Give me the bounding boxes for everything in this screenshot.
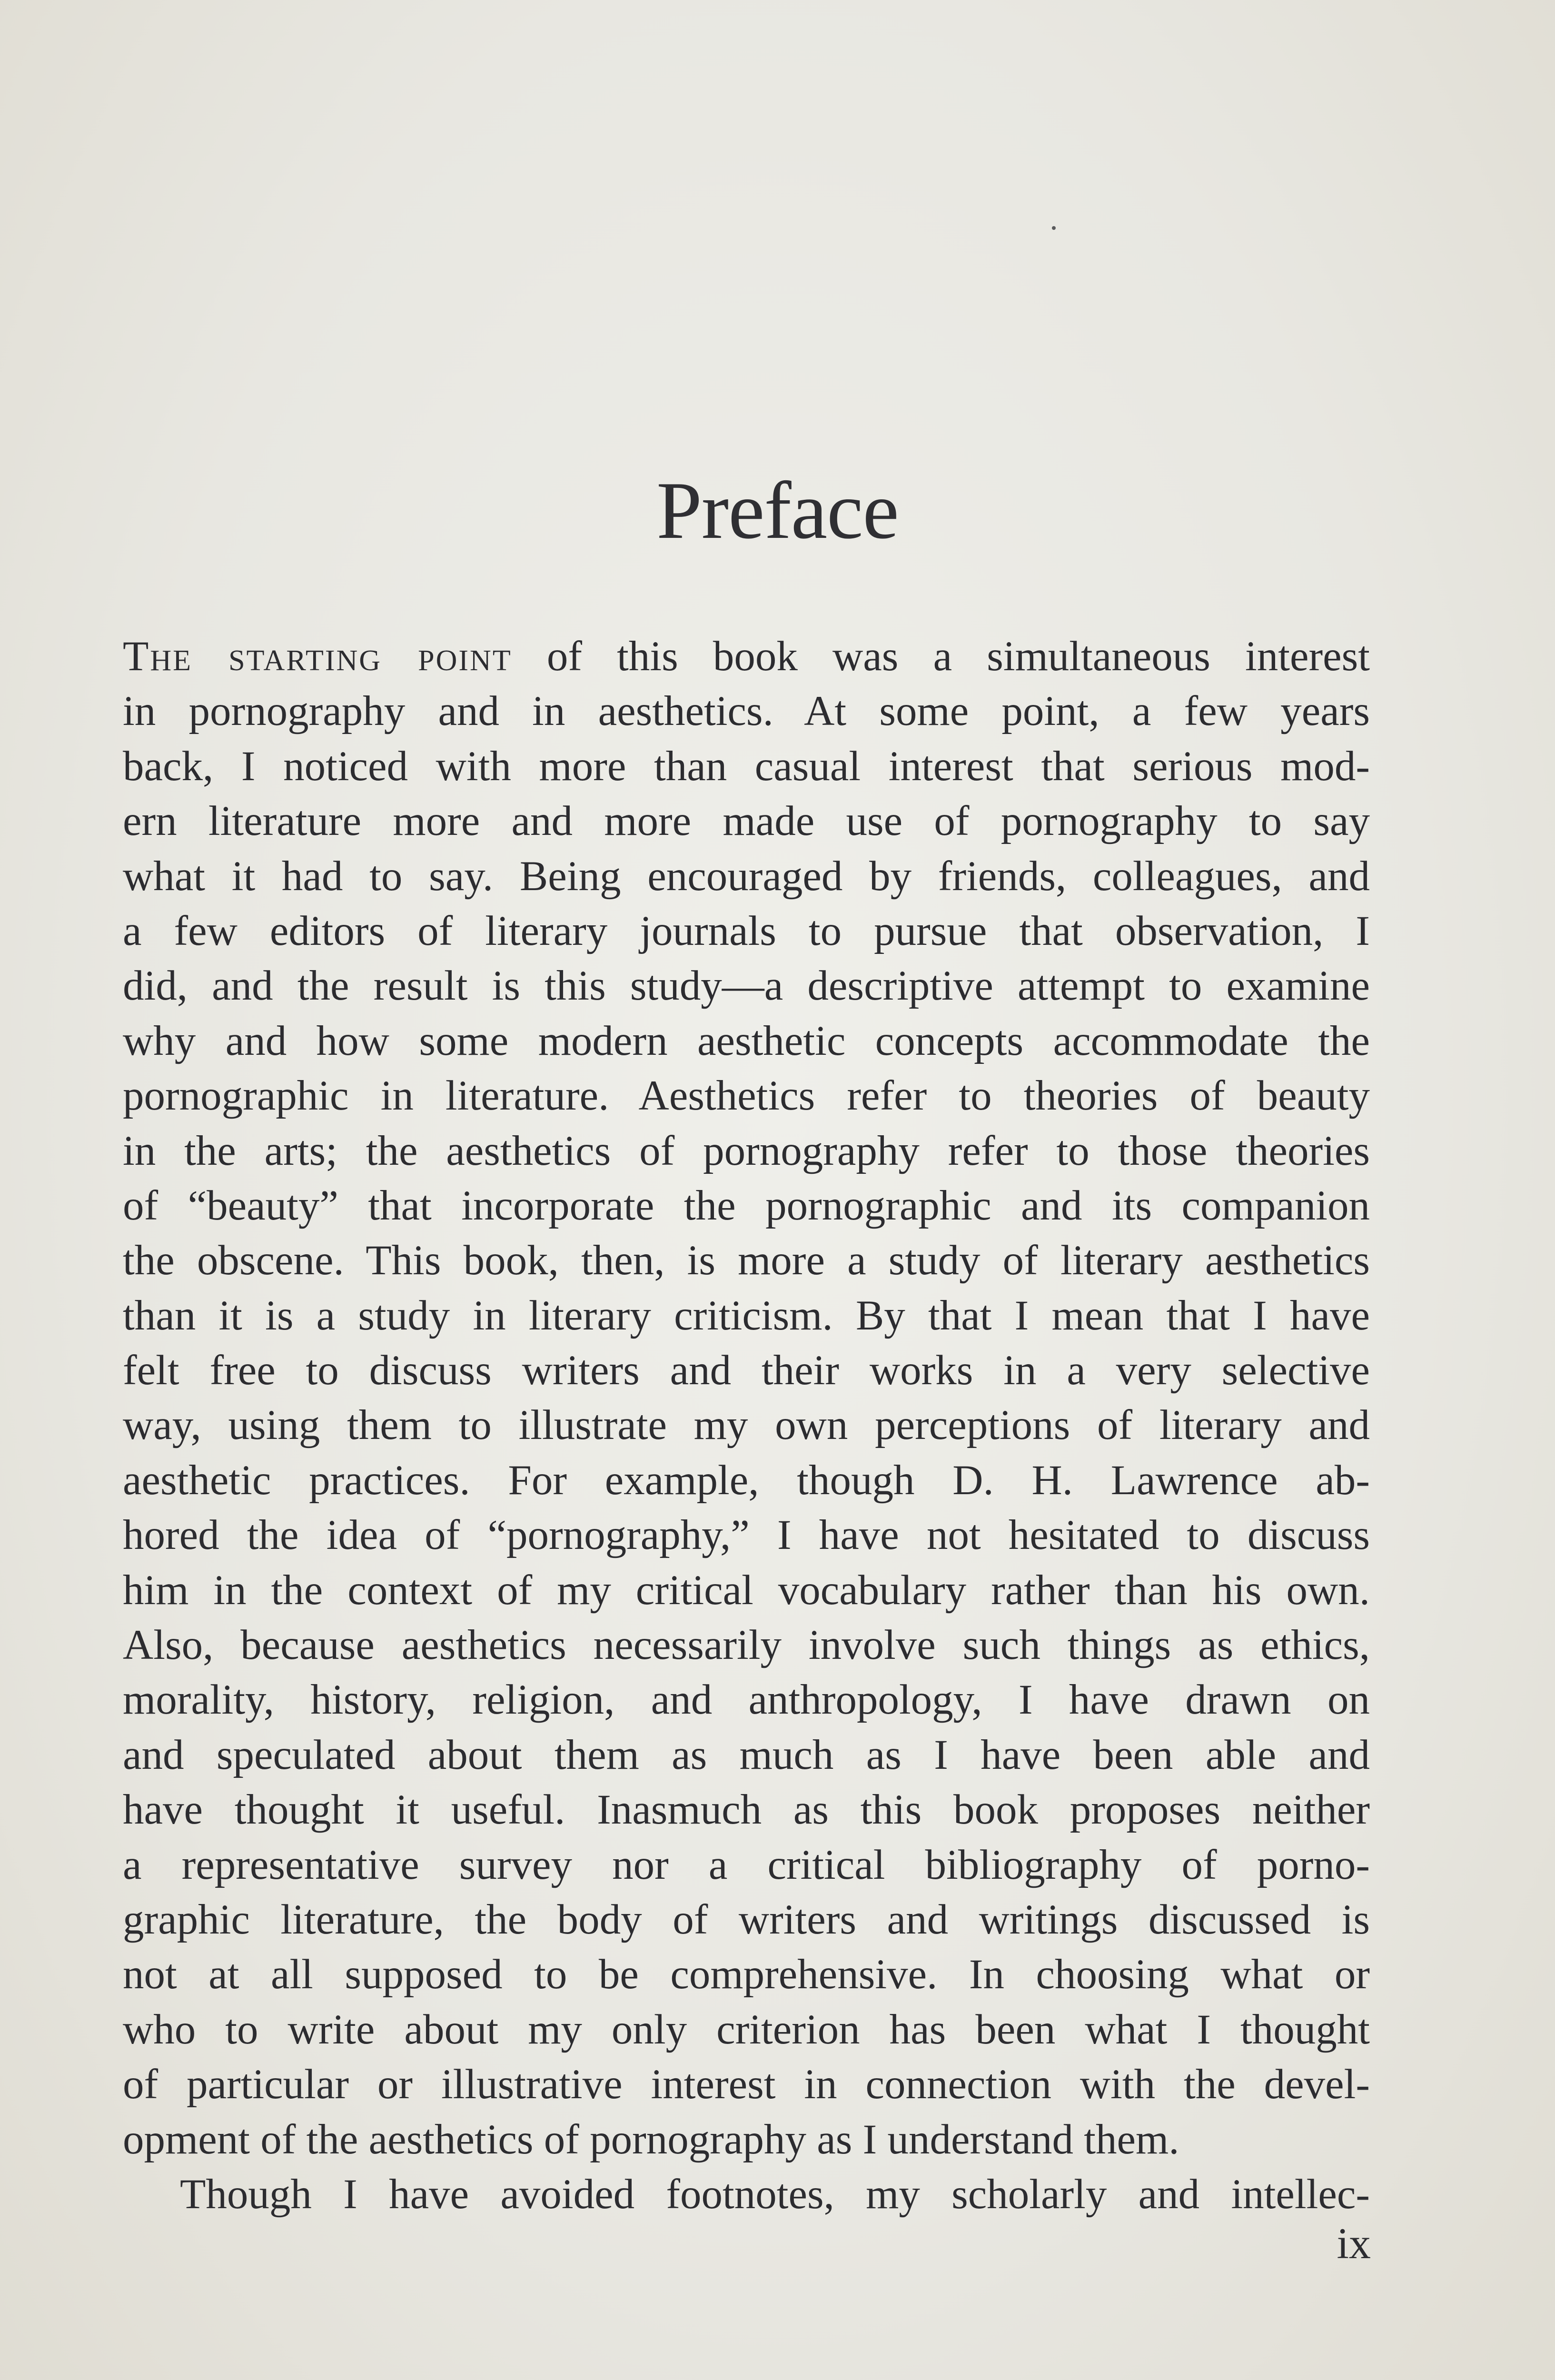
paragraph-line: of “beauty” that incorporate the pornographic and its companion <box>123 1182 1370 1229</box>
paragraph-line: opment of the aesthetics of pornography as I understand them. <box>123 2116 1179 2163</box>
paragraph-line: way, using them to illustrate my own perceptions of literary and <box>123 1402 1370 1449</box>
paragraph-line: hored the idea of “pornography,” I have not hesitated to discuss <box>123 1512 1370 1559</box>
paragraph-line: aesthetic practices. For example, though D. H. Lawrence ab- <box>123 1457 1370 1504</box>
paragraph-line: than it is a study in literary criticism. By that I mean that I have <box>123 1292 1370 1339</box>
paragraph-line: in pornography and in aesthetics. At some point, a few years <box>123 688 1370 735</box>
paragraph-line: a few editors of literary journals to pursue that observation, I <box>123 907 1370 954</box>
paragraph-line: a representative survey nor a critical bibliography of porno- <box>123 1841 1370 1888</box>
paragraph-line: Though I have avoided footnotes, my scholarly and intellec- <box>180 2171 1370 2218</box>
page-title: Preface <box>656 466 899 556</box>
paragraph-line: of particular or illustrative interest in connection with the devel- <box>123 2061 1370 2108</box>
preface-body <box>123 629 1370 2222</box>
paragraph-line: back, I noticed with more than casual interest that serious mod- <box>123 743 1370 790</box>
opening-smallcaps: The starting point <box>123 633 512 680</box>
paragraph-line: did, and the result is this study—a descriptive attempt to examine <box>123 962 1370 1010</box>
paragraph-line: have thought it useful. Inasmuch as this book proposes neither <box>123 1786 1370 1834</box>
paragraph-line: The starting point of this book was a simultaneous interest <box>123 633 1370 680</box>
paragraph-line: felt free to discuss writers and their works in a very selective <box>123 1347 1370 1394</box>
paragraph-line: the obscene. This book, then, is more a study of literary aesthetics <box>123 1237 1370 1284</box>
paragraph-line: why and how some modern aesthetic concepts accommodate the <box>123 1017 1370 1064</box>
paragraph-line: in the arts; the aesthetics of pornography refer to those theories <box>123 1127 1370 1174</box>
paragraph-line: Also, because aesthetics necessarily involve such things as ethics, <box>123 1622 1370 1669</box>
paragraph-line: what it had to say. Being encouraged by friends, colleagues, and <box>123 853 1370 900</box>
paragraph-line: morality, history, religion, and anthropology, I have drawn on <box>123 1676 1370 1724</box>
ink-speck <box>1052 226 1056 230</box>
paragraph-line: not at all supposed to be comprehensive. In choosing what or <box>123 1951 1370 1998</box>
paragraph-line: graphic literature, the body of writers and writings discussed is <box>123 1896 1370 1943</box>
paragraph-line: who to write about my only criterion has been what I thought <box>123 2006 1370 2053</box>
page-number: ix <box>1337 2219 1371 2268</box>
paragraph-line: and speculated about them as much as I have been able and <box>123 1731 1370 1778</box>
paragraph-line: pornographic in literature. Aesthetics refer to theories of beauty <box>123 1072 1370 1120</box>
paragraph-line: ern literature more and more made use of pornography to say <box>123 798 1370 845</box>
paragraph-line: him in the context of my critical vocabulary rather than his own. <box>123 1567 1370 1614</box>
